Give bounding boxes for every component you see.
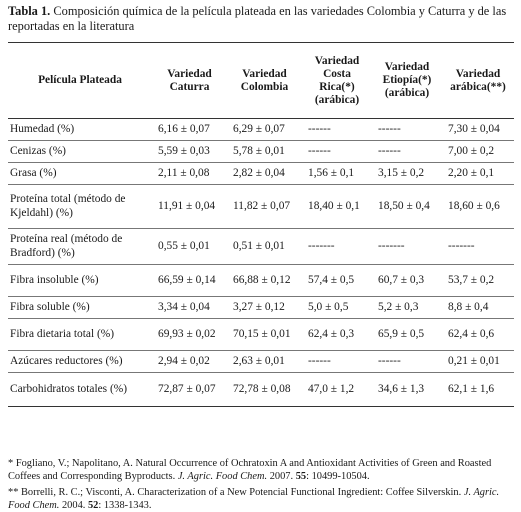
row-label: Fibra insoluble (%): [8, 265, 152, 297]
footnote-2: [8, 486, 516, 512]
cell-arabica: 8,8 ± 0,4: [442, 297, 514, 319]
cell-arabica: -------: [442, 229, 514, 265]
cell-colombia: 72,78 ± 0,08: [227, 373, 302, 407]
row-label: Proteína real (método de Bradford) (%): [8, 229, 152, 265]
cell-arabica: 0,21 ± 0,01: [442, 351, 514, 373]
cell-colombia: 6,29 ± 0,07: [227, 119, 302, 141]
cell-arabica: 53,7 ± 0,2: [442, 265, 514, 297]
cell-costa-rica: 62,4 ± 0,3: [302, 319, 372, 351]
table-header-row: [8, 43, 514, 119]
composition-table: [8, 42, 514, 407]
cell-caturra: 3,34 ± 0,04: [152, 297, 227, 319]
cell-colombia: 5,78 ± 0,01: [227, 141, 302, 163]
footnote-1: [8, 457, 516, 483]
cell-arabica: 7,30 ± 0,04: [442, 119, 514, 141]
footnote-2-journal: J. Agric. Food Chem.: [8, 487, 500, 511]
header-caturra: Variedad Caturra: [152, 43, 227, 119]
header-pelicula: Película Plateada: [8, 43, 152, 119]
row-label: Fibra dietaria total (%): [8, 319, 152, 351]
row-label: Grasa (%): [8, 163, 152, 185]
cell-costa-rica: ------: [302, 141, 372, 163]
cell-costa-rica: 1,56 ± 0,1: [302, 163, 372, 185]
table-row: [8, 297, 514, 319]
cell-etiopia: ------: [372, 351, 442, 373]
header-etiopia: Variedad Etiopía(*) (arábica): [372, 43, 442, 119]
cell-colombia: 2,63 ± 0,01: [227, 351, 302, 373]
cell-arabica: 62,4 ± 0,6: [442, 319, 514, 351]
cell-etiopia: ------: [372, 119, 442, 141]
cell-colombia: 0,51 ± 0,01: [227, 229, 302, 265]
row-label: Cenizas (%): [8, 141, 152, 163]
footnote-2-volume: 52: [87, 500, 99, 511]
table-row: [8, 319, 514, 351]
cell-etiopia: ------: [372, 141, 442, 163]
cell-arabica: 18,60 ± 0,6: [442, 185, 514, 229]
header-colombia: Variedad Colombia: [227, 43, 302, 119]
table-caption: [8, 4, 514, 34]
cell-colombia: 66,88 ± 0,12: [227, 265, 302, 297]
cell-etiopia: 5,2 ± 0,3: [372, 297, 442, 319]
footnote-2-pages: : 1338-1343.: [98, 500, 152, 511]
cell-costa-rica: ------: [302, 119, 372, 141]
cell-colombia: 70,15 ± 0,01: [227, 319, 302, 351]
footnote-2-year: 2004.: [61, 500, 86, 511]
table-row: [8, 229, 514, 265]
row-label: Proteína total (método de Kjeldahl) (%): [8, 185, 152, 229]
cell-caturra: 69,93 ± 0,02: [152, 319, 227, 351]
footnote-1-year: 2007.: [269, 471, 294, 482]
footnote-1-text: Fogliano, V.; Napolitano, A. Natural Occurrence of Ochratoxin A and Antioxidant Activities of Green and Roasted Coffees and Corresponding Byproducts.: [8, 458, 492, 482]
cell-caturra: 11,91 ± 0,04: [152, 185, 227, 229]
table-row: [8, 351, 514, 373]
cell-colombia: 3,27 ± 0,12: [227, 297, 302, 319]
cell-arabica: 62,1 ± 1,6: [442, 373, 514, 407]
cell-caturra: 5,59 ± 0,03: [152, 141, 227, 163]
cell-etiopia: 65,9 ± 0,5: [372, 319, 442, 351]
cell-costa-rica: 57,4 ± 0,5: [302, 265, 372, 297]
cell-arabica: 2,20 ± 0,1: [442, 163, 514, 185]
cell-caturra: 0,55 ± 0,01: [152, 229, 227, 265]
cell-caturra: 66,59 ± 0,14: [152, 265, 227, 297]
footnote-2-marker: **: [8, 487, 19, 498]
footnote-1-pages: : 10499-10504.: [306, 471, 370, 482]
cell-etiopia: 18,50 ± 0,4: [372, 185, 442, 229]
table-row: [8, 119, 514, 141]
table-row: [8, 185, 514, 229]
cell-costa-rica: 47,0 ± 1,2: [302, 373, 372, 407]
caption-text: Composición química de la película plateada en las variedades Colombia y Caturra y de las reportadas en la literatura: [8, 4, 507, 33]
cell-costa-rica: -------: [302, 229, 372, 265]
row-label: Azúcares reductores (%): [8, 351, 152, 373]
header-costa-rica: Variedad Costa Rica(*) (arábica): [302, 43, 372, 119]
header-arabica: Variedad arábica(**): [442, 43, 514, 119]
cell-arabica: 7,00 ± 0,2: [442, 141, 514, 163]
cell-etiopia: 60,7 ± 0,3: [372, 265, 442, 297]
cell-caturra: 2,11 ± 0,08: [152, 163, 227, 185]
table-row: [8, 373, 514, 407]
footnote-1-journal: J. Agric. Food Chem.: [177, 471, 268, 482]
cell-caturra: 2,94 ± 0,02: [152, 351, 227, 373]
cell-costa-rica: 18,40 ± 0,1: [302, 185, 372, 229]
table-row: [8, 265, 514, 297]
cell-caturra: 72,87 ± 0,07: [152, 373, 227, 407]
cell-colombia: 11,82 ± 0,07: [227, 185, 302, 229]
table-row: [8, 163, 514, 185]
cell-costa-rica: 5,0 ± 0,5: [302, 297, 372, 319]
caption-label: Tabla 1.: [8, 4, 51, 18]
footnote-1-marker: *: [8, 458, 14, 469]
cell-etiopia: 3,15 ± 0,2: [372, 163, 442, 185]
cell-etiopia: -------: [372, 229, 442, 265]
cell-costa-rica: ------: [302, 351, 372, 373]
row-label: Fibra soluble (%): [8, 297, 152, 319]
cell-etiopia: 34,6 ± 1,3: [372, 373, 442, 407]
table-row: [8, 141, 514, 163]
row-label: Humedad (%): [8, 119, 152, 141]
footnote-2-text: Borrelli, R. C.; Visconti, A. Characterization of a New Potencial Functional Ingredient: Coffee Silverskin.: [21, 487, 462, 498]
footnote-1-volume: 55: [295, 471, 307, 482]
cell-colombia: 2,82 ± 0,04: [227, 163, 302, 185]
row-label: Carbohidratos totales (%): [8, 373, 152, 407]
cell-caturra: 6,16 ± 0,07: [152, 119, 227, 141]
